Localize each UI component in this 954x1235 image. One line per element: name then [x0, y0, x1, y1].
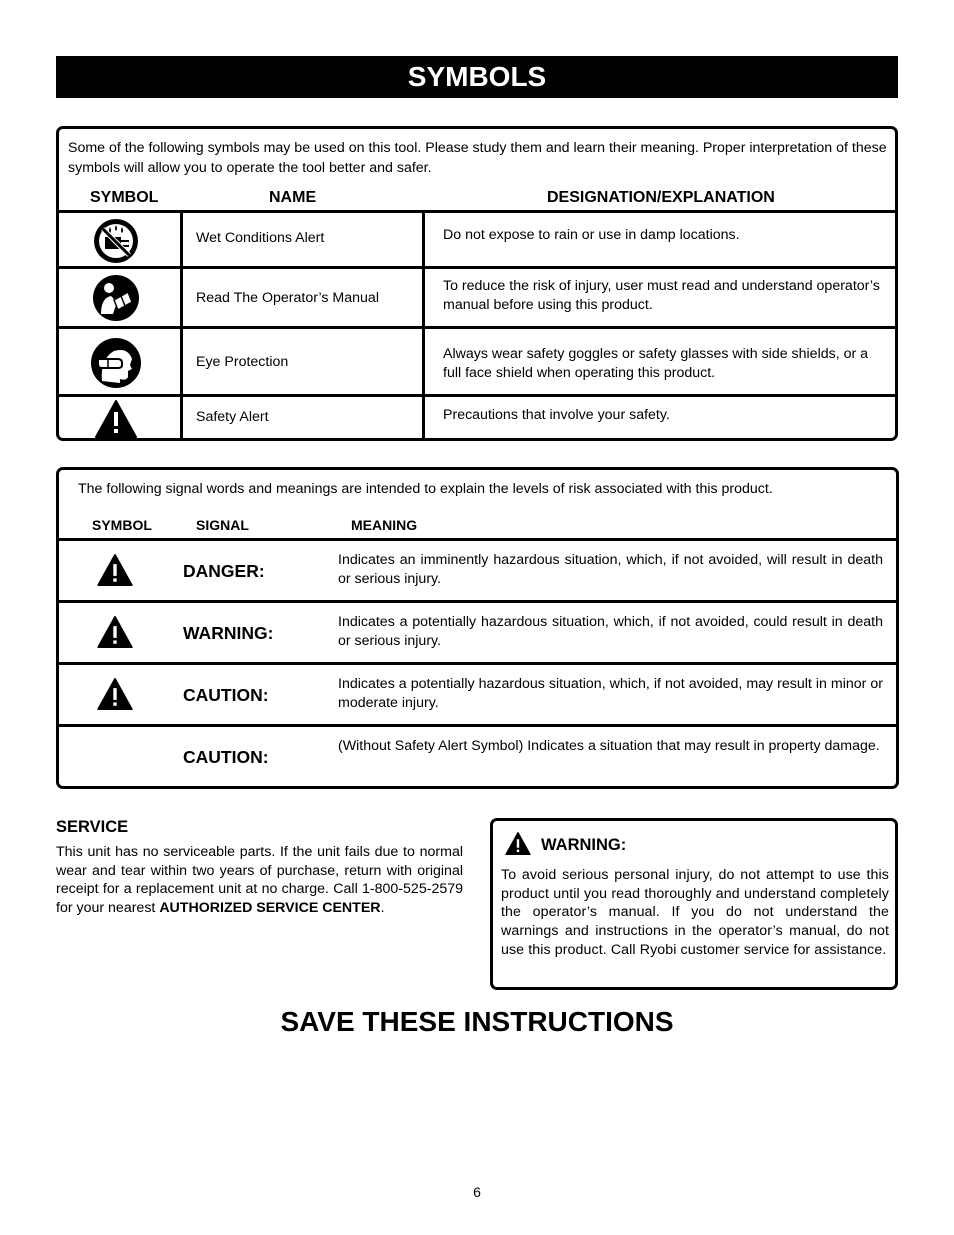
signal-column-header: SIGNAL [196, 517, 249, 533]
symbol-designation: Precautions that involve your safety. [443, 407, 670, 423]
symbol-name: Wet Conditions Alert [196, 230, 325, 246]
signal-meaning: Indicates a potentially hazardous situation, which, if not avoided, could result in death or serious injury. [338, 614, 883, 649]
symbol-column-header: SYMBOL [90, 189, 159, 206]
save-instructions-heading: SAVE THESE INSTRUCTIONS [280, 1006, 674, 1037]
wet-conditions-icon [92, 217, 140, 265]
signal-word: CAUTION: [183, 685, 269, 705]
signals-intro: The following signal words and meanings are intended to explain the levels of risk associated with this product. [78, 481, 773, 497]
authorized-service-center: AUTHORIZED SERVICE CENTER [159, 899, 381, 916]
signal-word: CAUTION: [183, 747, 269, 767]
signal-meaning: Indicates an imminently hazardous situation, which, if not avoided, will result in death or serious injury. [338, 552, 883, 587]
page-title-banner: SYMBOLS [56, 56, 898, 98]
safety-alert-icon [97, 678, 133, 710]
warning-text: To avoid serious personal injury, do not attempt to use this product until you read thoroughly and understand completely the operator’s manual. If you do not understand the warnings and instructions in the operator’s manual, do not use this product. Call Ryobi customer service for assistance. [501, 867, 889, 958]
symbols-table-box [56, 126, 898, 441]
signal-row-caution-no-symbol [59, 724, 896, 786]
signal-word: WARNING: [183, 623, 274, 643]
meaning-column-header: MEANING [351, 517, 418, 533]
service-paragraph: This unit has no serviceable parts. If the unit fails due to normal wear and tear within two years of purchase, return with original receipt for a replacement unit at no charge. Call 1-800-525-2579 for your nearest AUTHORIZED SERVICE CENTER. [56, 844, 463, 916]
symbol-row-read-manual [59, 266, 895, 326]
symbol-name: Safety Alert [196, 409, 269, 425]
safety-alert-icon [505, 832, 531, 855]
symbol-name: Eye Protection [196, 354, 289, 370]
signal-word: DANGER: [183, 561, 265, 581]
designation-column-header: DESIGNATION/EXPLANATION [547, 189, 775, 206]
symbol-designation: Do not expose to rain or use in damp locations. [443, 227, 740, 243]
signal-words-table-box [56, 467, 899, 789]
symbol-row-safety-alert [59, 394, 895, 441]
warning-title: WARNING: [541, 836, 627, 854]
safety-alert-icon [95, 400, 137, 438]
symbol-designation: To reduce the risk of injury, user must read and understand operator’s manual before using this product. [443, 278, 880, 313]
page-number: 6 [473, 1184, 481, 1200]
warning-box [490, 818, 898, 990]
read-manual-icon [92, 274, 140, 322]
signal-meaning: Indicates a potentially hazardous situation, which, if not avoided, may result in minor or moderate injury. [338, 676, 883, 711]
safety-alert-icon [97, 554, 133, 586]
safety-alert-icon [97, 616, 133, 648]
signal-row-warning [59, 600, 896, 662]
service-heading: SERVICE [56, 818, 129, 836]
symbol-column-header: SYMBOL [92, 517, 152, 533]
eye-protection-icon [90, 337, 142, 389]
symbols-intro: Some of the following symbols may be used on this tool. Please study them and learn their meaning. Proper interpretation of these symbols will allow you to operate the tool better and safer. [68, 140, 887, 176]
name-column-header: NAME [269, 189, 317, 206]
signal-meaning: (Without Safety Alert Symbol) Indicates a situation that may result in property damage. [338, 738, 880, 754]
symbol-row-eye-protection [59, 326, 895, 394]
symbol-name: Read The Operator’s Manual [196, 290, 379, 306]
symbol-row-wet-conditions [59, 210, 895, 266]
signal-row-danger [59, 538, 896, 600]
signal-row-caution [59, 662, 896, 724]
symbol-designation: Always wear safety goggles or safety glasses with side shields, or a full face shield when operating this product. [443, 346, 869, 381]
